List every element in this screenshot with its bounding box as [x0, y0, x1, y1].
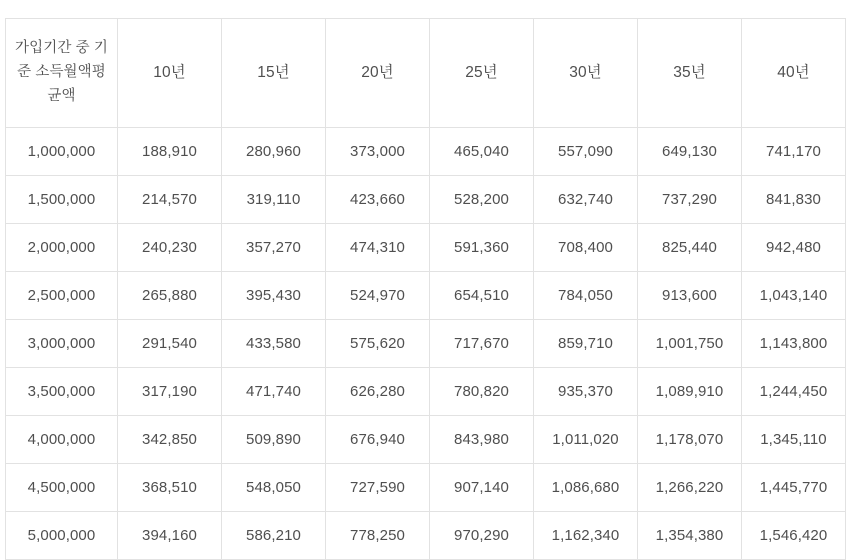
table-cell: 780,820 [430, 368, 534, 416]
column-header-25y: 25년 [430, 19, 534, 128]
column-header-income-average: 가입기간 중 기준 소득월액평균액 [6, 19, 118, 128]
table-cell: 907,140 [430, 464, 534, 512]
table-cell: 778,250 [326, 512, 430, 560]
table-cell: 1,266,220 [638, 464, 742, 512]
table-body [6, 128, 846, 560]
column-header-30y: 30년 [534, 19, 638, 128]
column-header-40y: 40년 [742, 19, 846, 128]
table-cell: 528,200 [430, 176, 534, 224]
table-cell: 632,740 [534, 176, 638, 224]
table-cell: 1,143,800 [742, 320, 846, 368]
table-cell: 1,001,750 [638, 320, 742, 368]
table-cell: 548,050 [222, 464, 326, 512]
row-header: 2,500,000 [6, 272, 118, 320]
table-row [6, 512, 846, 560]
table-row [6, 224, 846, 272]
table-cell: 1,178,070 [638, 416, 742, 464]
table-cell: 423,660 [326, 176, 430, 224]
row-header: 1,500,000 [6, 176, 118, 224]
table-cell: 214,570 [118, 176, 222, 224]
table-cell: 859,710 [534, 320, 638, 368]
table-row [6, 272, 846, 320]
table-header [6, 19, 846, 128]
row-header: 3,000,000 [6, 320, 118, 368]
table-cell: 586,210 [222, 512, 326, 560]
table-row [6, 464, 846, 512]
row-header: 4,000,000 [6, 416, 118, 464]
table-cell: 509,890 [222, 416, 326, 464]
table-cell: 727,590 [326, 464, 430, 512]
table-cell: 1,354,380 [638, 512, 742, 560]
table-cell: 1,086,680 [534, 464, 638, 512]
table-cell: 654,510 [430, 272, 534, 320]
table-cell: 342,850 [118, 416, 222, 464]
table-cell: 1,011,020 [534, 416, 638, 464]
row-header: 4,500,000 [6, 464, 118, 512]
column-header-20y: 20년 [326, 19, 430, 128]
table-row [6, 416, 846, 464]
table-header-row [6, 19, 846, 128]
table-cell: 737,290 [638, 176, 742, 224]
row-header: 1,000,000 [6, 128, 118, 176]
column-header-35y: 35년 [638, 19, 742, 128]
row-header: 2,000,000 [6, 224, 118, 272]
table-cell: 265,880 [118, 272, 222, 320]
table-cell: 280,960 [222, 128, 326, 176]
table-cell: 465,040 [430, 128, 534, 176]
table-cell: 188,910 [118, 128, 222, 176]
table-cell: 373,000 [326, 128, 430, 176]
table-cell: 357,270 [222, 224, 326, 272]
column-header-15y: 15년 [222, 19, 326, 128]
table-row [6, 320, 846, 368]
table-cell: 575,620 [326, 320, 430, 368]
table-cell: 825,440 [638, 224, 742, 272]
table-cell: 708,400 [534, 224, 638, 272]
table-cell: 1,043,140 [742, 272, 846, 320]
table-row [6, 176, 846, 224]
table-cell: 591,360 [430, 224, 534, 272]
table-cell: 524,970 [326, 272, 430, 320]
column-header-10y: 10년 [118, 19, 222, 128]
table-cell: 319,110 [222, 176, 326, 224]
pension-estimate-table [5, 18, 846, 560]
table-cell: 474,310 [326, 224, 430, 272]
table-cell: 557,090 [534, 128, 638, 176]
table-cell: 291,540 [118, 320, 222, 368]
table-cell: 317,190 [118, 368, 222, 416]
table-cell: 741,170 [742, 128, 846, 176]
table-cell: 395,430 [222, 272, 326, 320]
table-cell: 676,940 [326, 416, 430, 464]
table-cell: 471,740 [222, 368, 326, 416]
table-cell: 784,050 [534, 272, 638, 320]
table-cell: 843,980 [430, 416, 534, 464]
table-cell: 368,510 [118, 464, 222, 512]
table-cell: 649,130 [638, 128, 742, 176]
table-cell: 433,580 [222, 320, 326, 368]
table-cell: 1,345,110 [742, 416, 846, 464]
table-cell: 240,230 [118, 224, 222, 272]
table-cell: 717,670 [430, 320, 534, 368]
table-row [6, 368, 846, 416]
table-cell: 942,480 [742, 224, 846, 272]
row-header: 3,500,000 [6, 368, 118, 416]
row-header: 5,000,000 [6, 512, 118, 560]
table-cell: 841,830 [742, 176, 846, 224]
table-cell: 970,290 [430, 512, 534, 560]
table-cell: 913,600 [638, 272, 742, 320]
table-cell: 1,162,340 [534, 512, 638, 560]
table-cell: 935,370 [534, 368, 638, 416]
table-cell: 1,445,770 [742, 464, 846, 512]
table-cell: 394,160 [118, 512, 222, 560]
table-row [6, 128, 846, 176]
table-cell: 1,546,420 [742, 512, 846, 560]
table-cell: 626,280 [326, 368, 430, 416]
table-cell: 1,089,910 [638, 368, 742, 416]
table-cell: 1,244,450 [742, 368, 846, 416]
